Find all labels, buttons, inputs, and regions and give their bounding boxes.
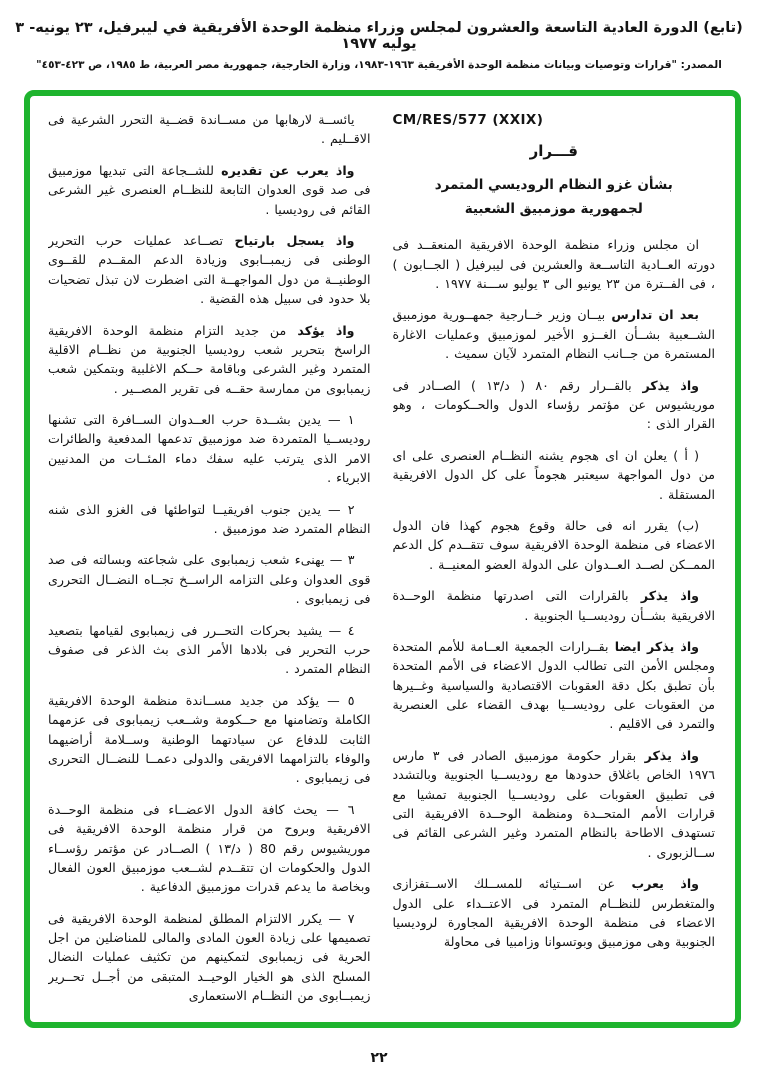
right-column-paragraphs bbox=[393, 235, 716, 952]
paragraph-text: بالقرارات التى اصدرتها منظمة الوحــدة الافريقية بشــأن روديســيا الجنوبية . bbox=[392, 588, 715, 623]
source-header bbox=[0, 0, 758, 71]
resolution-subtitle bbox=[393, 174, 716, 221]
paragraph bbox=[48, 161, 371, 219]
paragraph-text: يائســة لارهابها من مســاندة قضــية التحرر الشرعية فى الاقــليم . bbox=[48, 112, 371, 147]
paragraph bbox=[393, 305, 716, 363]
resolution-subtitle-line1: بشأن غزو النظام الروديسي المتمرد bbox=[434, 177, 673, 193]
paragraph-text: ٤ — يشيد بحركات التحــرر فى زيمبابوى لقيامها بتصعيد حرب التحرير فى بلادها الأمر الذى بث الذعر فى صفوف النظام المتمرد . bbox=[48, 622, 371, 677]
paragraph-text: بالقــرار رقم ٨٠ ( د/١٣ ) الصــادر فى موريشيوس عن مؤتمر رؤساء الدول والحــكومات ، وهو القرار الذى : bbox=[392, 377, 715, 432]
paragraph-lead: واذ يسجل بارتياح bbox=[223, 232, 355, 248]
paragraph-text: ٥ — يؤكد من جديد مســاندة منظمة الوحدة الافريقية الكاملة وتضامنها مع حــكومة وشــعب زيمبابوى فى عزمهما الثابت للدفاع عن سيادتهما الوطنية وســلامة أراضيهما والوفاء بالتزامهما الافريقى والدولى دعمــا للنضــال التحررى فى زيمبابوى . bbox=[48, 692, 371, 786]
paragraph-text: ١ — يدين بشــدة حرب العــدوان الســافرة التى تشنها روديســيا المتمردة ضد موزمبيق تدعمها المدفعية والطائرات الامر الذى يترتب عليه سفك دماء المئــات من المدنيين الابرياء . bbox=[48, 412, 371, 486]
paragraph-text: ٧ — يكرر الالتزام المطلق لمنظمة الوحدة الافريقية فى تصميمها على زيادة العون المادى والمالى للمناضلين من اجل الحرية فى زيمبابوى لتمكينهم من تكثيف عمليات النضال المسلح الذى هو الخيار الوحيــد المتبقى من أجــل تحــرير زيمبــابوى من النظــام الاستعمارى bbox=[48, 910, 371, 1004]
paragraph-text: (ب) يقرر انه فى حالة وقوع هجوم كهذا فان الدول الاعضاء فى منظمة الوحدة الافريقية سوف تتقــدم كل الدعم الممــكن لصــد العــدوان على الدولة العضو المعنيــة . bbox=[392, 517, 715, 572]
resolution-title: قـــرار bbox=[529, 142, 578, 160]
paragraph-text: بقــرارات الجمعية العــامة للأمم المتحدة ومجلس الأمن التى تطالب الدول الاعضاء فى الأمم المتحدة بأن تطبق بكل دقة العقوبات الاقتصادية والسياسية وغــيرها من العقوبات على روديســيا بهدف القضاء على العنصرية والتمرد فى الاقليم . bbox=[392, 638, 715, 732]
paragraph bbox=[48, 550, 371, 608]
paragraph bbox=[48, 691, 371, 788]
paragraph bbox=[48, 621, 371, 679]
paragraph-text: ٣ — يهنىء شعب زيمبابوى على شجاعته وبسالته فى صد قوى العدوان وعلى التزامه الراســخ تجــاه النضــال التحررى فى زيمبابوى . bbox=[48, 552, 371, 607]
resolution-reference: CM/RES/577 (XXIX) bbox=[392, 112, 544, 128]
paragraph-text: من جديد التزام منظمة الوحدة الافريقية الراسخ بتحرير شعب روديسيا الجنوبية من نظــام الاقلية المتمرد وغير الشرعى وباقامة حــكم الاغلبية وبتمكين شعب زيمبابوى من ممارسة حقــه فى تقرير المصــير . bbox=[48, 322, 371, 396]
paragraph bbox=[393, 516, 716, 574]
header-session-line: (تابع) الدورة العادية التاسعة والعشرون لمجلس وزراء منظمة الوحدة الأفريقية في ليبرفيل، ٢٣ يونيه- ٣ يوليه ١٩٧٧ bbox=[15, 20, 743, 52]
paragraph-lead: واذ يذكر bbox=[636, 747, 699, 763]
paragraph bbox=[48, 231, 371, 309]
paragraph bbox=[393, 746, 716, 862]
left-column-paragraphs bbox=[48, 110, 371, 1006]
page-number: ٢٢ bbox=[370, 1050, 388, 1066]
paragraph-text: عن اســتيائه للمســلك الاســتفزازى والمتغطرس للنظــام المتمرد فى الاعتــداء على الدول الاعضاء فى منظمة الوحدة الافريقية المجاورة لروديسيا الجنوبية وهى موزمبيق وبوتسوانا وزامبيا فى محاولة bbox=[392, 876, 715, 950]
paragraph bbox=[48, 800, 371, 897]
paragraph bbox=[48, 410, 371, 488]
paragraph bbox=[48, 110, 371, 149]
paragraph-text: ٢ — يدين جنوب افريقيــا لتواطئها فى الغزو الذى شنه النظام المتمرد ضد موزمبيق . bbox=[48, 501, 371, 537]
green-border-box bbox=[24, 90, 741, 1028]
paragraph-text: ان مجلس وزراء منظمة الوحدة الافريقية المنعقــد فى دورته العــادية التاســعة والعشرين فى ليبرفيل ( الجــابون ) ، فى الفــترة من ٢٣ يونيو الى ٣ يوليو ســـنة ١٩٧٧ . bbox=[392, 237, 715, 292]
paragraph bbox=[393, 586, 716, 625]
paragraph-lead: واذ يذكر bbox=[631, 377, 699, 393]
paragraph-lead: واذ يؤكد bbox=[286, 322, 355, 338]
paragraph-lead: واذ يذكر bbox=[628, 588, 699, 604]
paragraph-lead: واذ يعرب عن تقديره bbox=[214, 162, 355, 178]
paragraph-text: للشــجاعة التى تبديها موزمبيق فى صد قوى العدوان التابعة للنظــام العنصرى غير الشرعى القائم فى روديسيا . bbox=[48, 162, 371, 217]
paragraph bbox=[48, 500, 371, 539]
column-left-continuation bbox=[48, 110, 371, 1012]
header-source-line: المصدر: "قرارات وتوصيات وبيانات منظمة الوحدة الأفريقية ١٩٦٣-١٩٨٣، وزارة الخارجية، جمهورية مصر العربية، ط ١٩٨٥، ص ٤٢٣-٤٥٣" bbox=[36, 59, 722, 71]
paragraph-text: تصــاعد عمليات حرب التحرير الوطنى فى زيمبــابوى وزيادة الدعم المقــدم للقــوى الوطنيــة من دول المواجهــة التى اضطرت لان تبذل تضحيات بلا حدود فى سبيل هذه القضية . bbox=[48, 232, 371, 307]
resolution-subtitle-line2: لجمهورية موزمبيق الشعبية bbox=[464, 200, 643, 217]
paragraph bbox=[393, 376, 716, 434]
paragraph-lead: واذ يعرب bbox=[615, 876, 699, 892]
paragraph-text: بيــان وزير خــارجية جمهــورية موزمبيق الشــعبية بشــأن الغــزو الأخير لموزمبيق وعمليات الاغارة المستمرة من جــانب النظام المتمرد لآيان سميث . bbox=[392, 307, 715, 362]
paragraph bbox=[393, 446, 716, 504]
paragraph-text: بقرار حكومة موزمبيق الصادر فى ٣ مارس ١٩٧٦ الخاص باغلاق حدودها مع روديســيا الجنوبية وبالتشدد فى تطبيق العقوبات على روديســيا الجنوبية تمشيا مع قرارات الأمم المتحــدة ومنظمة الوحــدة الافريقية التى تستهدف الاطاحة بالنظام المتمرد وغير الشرعى القائم فى ســالزبورى . bbox=[392, 747, 715, 860]
paragraph bbox=[48, 909, 371, 1006]
two-column-layout bbox=[48, 110, 715, 1012]
paragraph-text: ( أ ) يعلن ان اى هجوم يشنه النظــام العنصرى على اى من دول المواجهة سيعتبر هجوماً على كل الدول الافريقية المستقلة . bbox=[392, 447, 715, 502]
column-right-primary bbox=[393, 110, 716, 1012]
paragraph bbox=[48, 321, 371, 399]
paragraph bbox=[393, 874, 716, 952]
paragraph-lead: واذ يذكر ايضا bbox=[608, 638, 699, 654]
paragraph-text: ٦ — يحث كافة الدول الاعضــاء فى منظمة الوحــدة الافريقية وبروح من قرار منظمة الوحدة الافريقية فى موريشيوس رقم 80 ( د/١٣ ) الصــادر عن مؤتمر رؤســاء الدول والحكومات ان تتقــدم لشــعب موزمبيق العون الفعال وبخاصة ما يدعم قدرات موزمبيق الدفاعية . bbox=[48, 801, 371, 895]
paragraph-lead: بعد ان تدارس bbox=[605, 307, 699, 323]
paragraph bbox=[393, 235, 716, 293]
paragraph bbox=[393, 637, 716, 734]
